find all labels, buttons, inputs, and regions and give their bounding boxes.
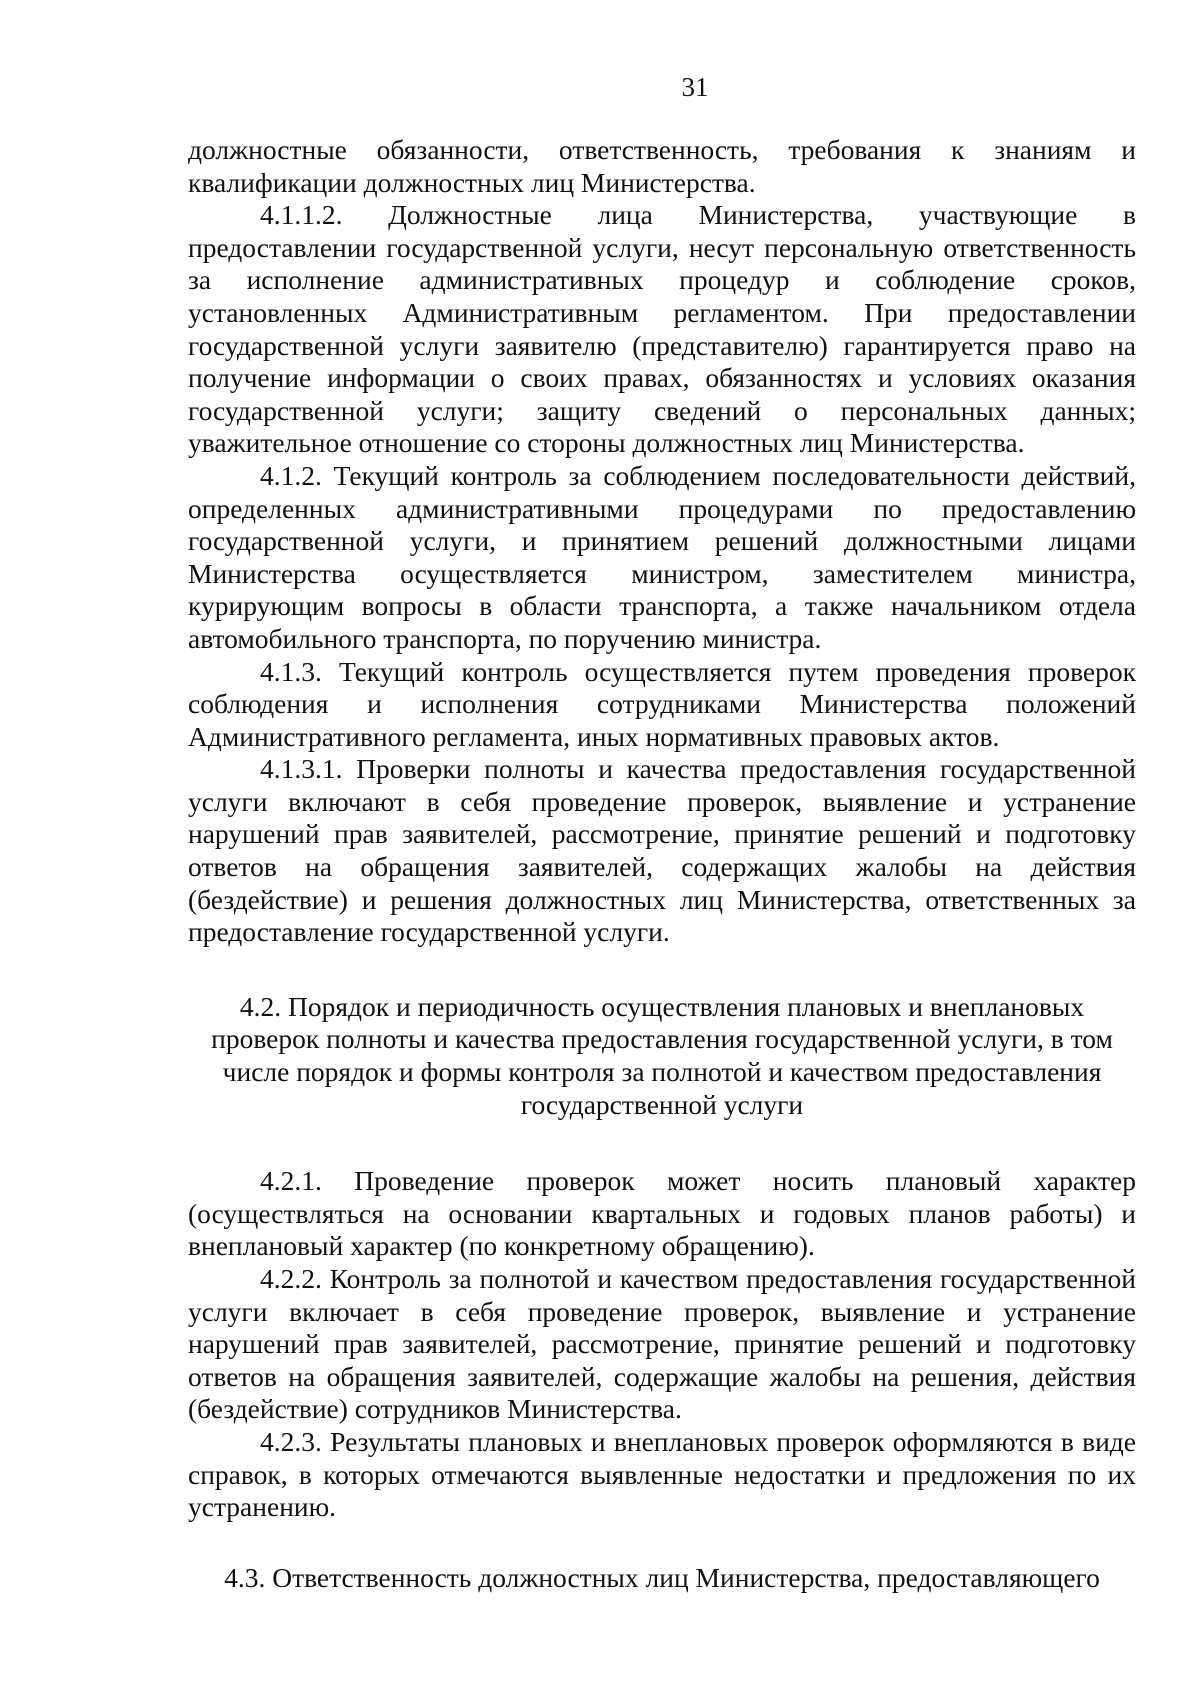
paragraph-4-1-3: 4.1.3. Текущий контроль осуществляется путем проведения проверок соблюдения и исполнения сотрудниками Министерства положений Административного регламента, иных нормативных правовых актов.	[188, 655, 1136, 752]
document-body	[188, 134, 1136, 1594]
paragraph-continuation: должностные обязанности, ответственность, требования к знаниям и квалификации должностных лиц Министерства.	[188, 134, 1136, 198]
paragraph-4-1-2: 4.1.2. Текущий контроль за соблюдением последовательности действий, определенных административными процедурами по предоставлению государственной услуги, и принятием решений должностными лицами Министерства осуществляется министром, заместителем министра, курирующим вопросы в области транспорта, а также начальником отдела автомобильного транспорта, по поручению министра.	[188, 459, 1136, 654]
paragraph-4-2-1: 4.2.1. Проведение проверок может носить плановый характер (осуществляться на основании квартальных и годовых планов работы) и внеплановый характер (по конкретному обращению).	[188, 1165, 1136, 1262]
spacer	[188, 949, 1136, 991]
section-heading-4-2: 4.2. Порядок и периодичность осуществления плановых и внеплановых проверок полноты и качества предоставления государственной услуги, в том числе порядок и формы контроля за полнотой и качеством предоставления государственной услуги	[211, 990, 1113, 1120]
section-heading-4-3: 4.3. Ответственность должностных лиц Министерства, предоставляющего	[224, 1561, 1100, 1593]
paragraph-4-2-2: 4.2.2. Контроль за полнотой и качеством предоставления государственной услуги включает в себя проведение проверок, выявление и устранение нарушений прав заявителей, рассмотрение, принятие решений и подготовку ответов на обращения заявителей, содержащие жалобы на решения, действия (бездействие) сотрудников Министерства.	[188, 1263, 1136, 1425]
spacer	[188, 1524, 1136, 1562]
page-number: 31	[681, 72, 709, 102]
paragraph-4-1-1-2: 4.1.1.2. Должностные лица Министерства, участвующие в предоставлении государственной услуги, несут персональную ответственность за исполнение административных процедур и соблюдение сроков, установленных Административным регламентом. При предоставлении государственной услуги заявителю (представителю) гарантируется право на получение информации о своих правах, обязанностях и условиях оказания государственной услуги; защиту сведений о персональных данных; уважительное отношение со стороны должностных лиц Министерства.	[188, 199, 1136, 459]
paragraph-4-1-3-1: 4.1.3.1. Проверки полноты и качества предоставления государственной услуги включают в себя проведение проверок, выявление и устранение нарушений прав заявителей, рассмотрение, принятие решений и подготовку ответов на обращения заявителей, содержащих жалобы на действия (бездействие) и решения должностных лиц Министерства, ответственных за предоставление государственной услуги.	[188, 753, 1136, 948]
spacer	[188, 1121, 1136, 1165]
paragraph-4-2-3: 4.2.3. Результаты плановых и внеплановых проверок оформляются в виде справок, в которых отмечаются выявленные недостатки и предложения по их устранению.	[188, 1425, 1136, 1523]
